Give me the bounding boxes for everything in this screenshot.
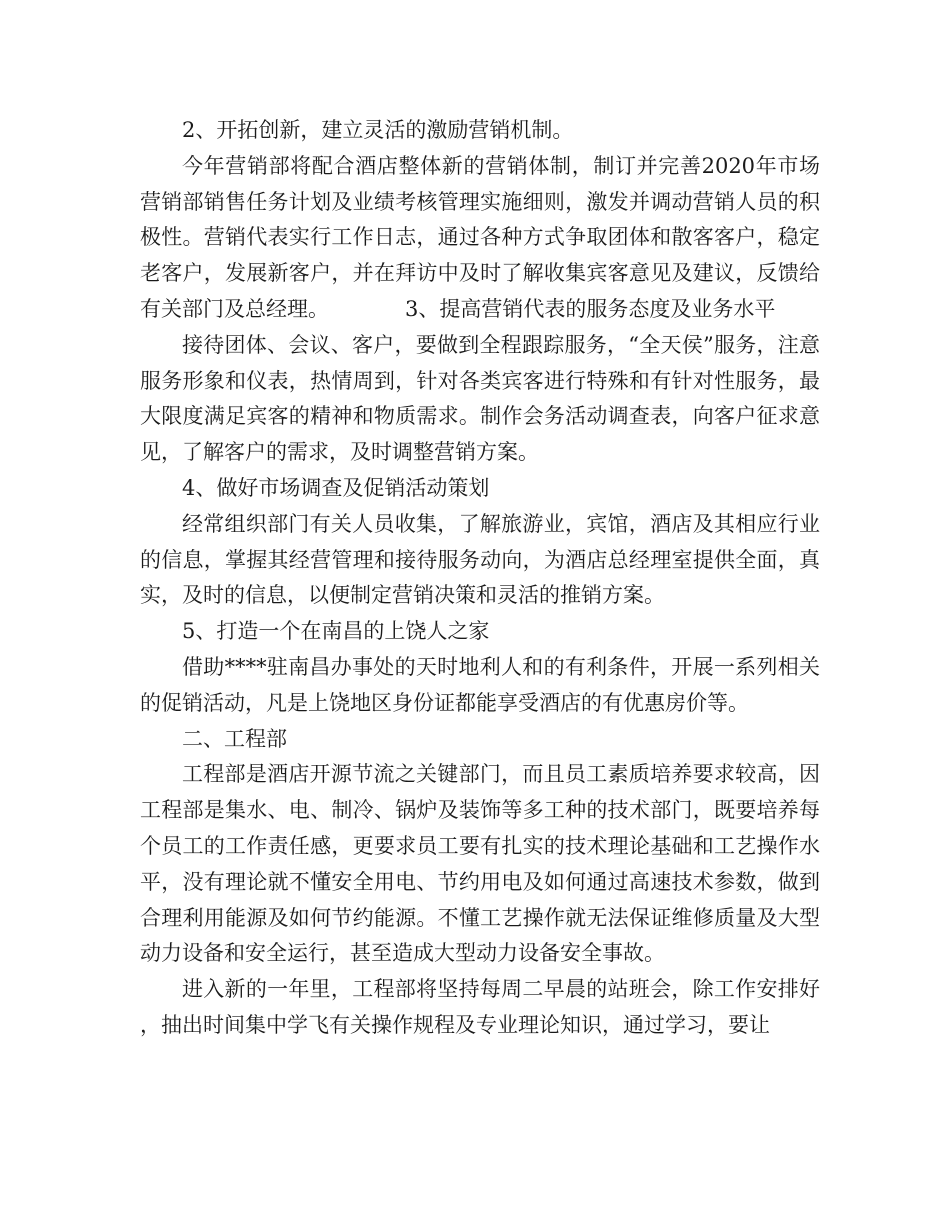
paragraph-sales-mechanism — [140, 149, 820, 328]
section-heading-shangrao-home: 5、打造一个在南昌的上饶人之家 — [182, 619, 490, 644]
paragraph-market-research: 经常组织部门有关人员收集，了解旅游业，宾馆，酒店及其相应行业的信息，掌握其经营管理和接待服务动向，为酒店总经理室提供全面，真实，及时的信息，以便制定营销决策和灵活的推销方案。 — [140, 511, 820, 608]
paragraph-engineering-role: 工程部是酒店开源节流之关键部门，而且员工素质培养要求较高，因工程部是集水、电、制冷、锅炉及装饰等多工种的技术部门，既要培养每个员工的工作责任感，更要求员工要有扎实的技术理论基础和工艺操作水平，没有理论就不懂安全用电、节约用电及如何通过高速技术参数，做到合理利用能源及如何节约能源。不懂工艺操作就无法保证维修质量及大型动力设备和安全运行，甚至造成大型动力设备安全事故。 — [140, 762, 820, 966]
paragraph-promotion: 借助****驻南昌办事处的天时地利人和的有利条件，开展一系列相关的促销活动，凡是上饶地区身份证都能享受酒店的有优惠房价等。 — [140, 654, 820, 715]
section-heading-service-attitude: 3、提高营销代表的服务态度及业务水平 — [405, 296, 776, 321]
document-body — [140, 113, 820, 1044]
section-heading-market-research: 4、做好市场调查及促销活动策划 — [182, 475, 490, 500]
paragraph-reception-service: 接待团体、会议、客户，要做到全程跟踪服务，“全天侯”服务，注意服务形象和仪表，热情周到，针对各类宾客进行特殊和有针对性服务，最大限度满足宾客的精神和物质需求。制作会务活动调查表，向客户征求意见，了解客户的需求，及时调整营销方案。 — [140, 332, 820, 465]
paragraph-sales-mechanism-text: 今年营销部将配合酒店整体新的营销体制，制订并完善2020年市场营销部销售任务计划及业绩考核管理实施细则，激发并调动营销人员的积极性。营销代表实行工作日志，通过各种方式争取团体和散客客户，稳定老客户，发展新客户，并在拜访中及时了解收集宾客意见及建议，反馈给有关部门及总经理。 — [140, 153, 820, 321]
section-heading-incentive: 2、开拓创新，建立灵活的激励营销机制。 — [182, 118, 574, 142]
paragraph-engineering-plan: 进入新的一年里，工程部将坚持每周二早晨的站班会，除工作安排好，抽出时间集中学飞有关操作规程及专业理论知识，通过学习，要让 — [140, 977, 820, 1037]
section-heading-engineering: 二、工程部 — [182, 726, 287, 751]
